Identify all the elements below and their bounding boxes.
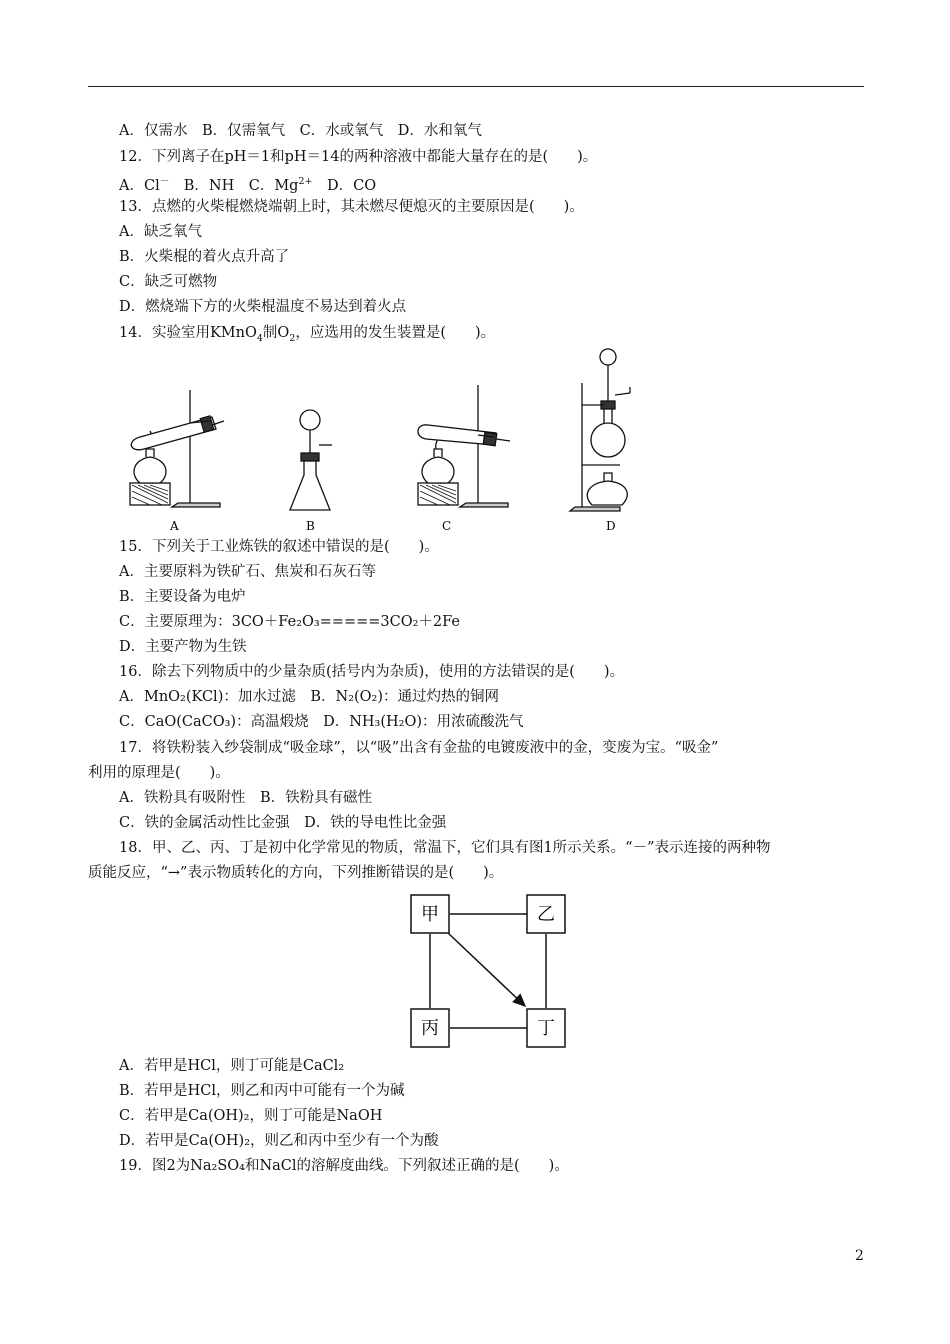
q15-option-c: C．主要原理为：3CO＋Fe₂O₃=====3CO₂＋2Fe xyxy=(119,614,461,630)
apparatus-a xyxy=(130,390,224,507)
q15-option-b: B．主要设备为电炉 xyxy=(119,589,246,605)
q17-options-cd: C．铁的金属活动性比金强 D．铁的导电性比金强 xyxy=(119,815,447,831)
q18-option-c: C．若甲是Ca(OH)₂，则丁可能是NaOH xyxy=(119,1108,383,1124)
q12-stem: 12．下列离子在pH＝1和pH＝14的两种溶液中都能大量存在的是( )。 xyxy=(119,149,598,165)
q17-options-ab: A．铁粉具有吸附性 B．铁粉具有磁性 xyxy=(119,790,373,806)
apparatus-label-b: B xyxy=(306,519,315,533)
apparatus-figure xyxy=(120,345,640,535)
apparatus-b xyxy=(290,410,332,510)
q15-option-a: A．主要原料为铁矿石、焦炭和石灰石等 xyxy=(119,564,376,580)
q17-stem-line2: 利用的原理是( )。 xyxy=(88,765,230,781)
page-number: 2 xyxy=(855,1248,864,1264)
q18-stem-line1: 18．甲、乙、丙、丁是初中化学常见的物质，常温下，它们具有图1所示关系。“－”表示连接的两种物 xyxy=(119,840,771,856)
q13-option-c: C．缺乏可燃物 xyxy=(119,274,218,290)
q15-stem: 15．下列关于工业炼铁的叙述中错误的是( )。 xyxy=(119,539,439,555)
apparatus-d xyxy=(570,349,630,511)
q17-stem-line1: 17．将铁粉装入纱袋制成“吸金球”，以“吸”出含有金盐的电镀废液中的金，变废为宝。“吸金” xyxy=(119,740,719,756)
header-rule xyxy=(88,86,864,87)
q18-stem-line2: 质能反应，“→”表示物质转化的方向，下列推断错误的是( )。 xyxy=(88,865,504,881)
apparatus-label-d: D xyxy=(606,519,616,533)
q13-option-a: A．缺乏氧气 xyxy=(119,224,202,240)
q11-options: A．仅需水 B．仅需氧气 C．水或氧气 D．水和氧气 xyxy=(119,123,482,139)
q18-option-b: B．若甲是HCl，则乙和丙中可能有一个为碱 xyxy=(119,1083,405,1099)
apparatus-label-c: C xyxy=(442,519,452,533)
q18-option-d: D．若甲是Ca(OH)₂，则乙和丙中至少有一个为酸 xyxy=(119,1133,439,1149)
label-ding: 丁 xyxy=(537,1018,555,1039)
label-bing: 丙 xyxy=(421,1018,439,1039)
q18-option-a: A．若甲是HCl，则丁可能是CaCl₂ xyxy=(119,1058,345,1074)
arrow-jia-to-ding xyxy=(447,932,525,1006)
q16-options-cd: C．CaO(CaCO₃)：高温煅烧 D．NH₃(H₂O)：用浓硫酸洗气 xyxy=(119,714,524,730)
q16-stem: 16．除去下列物质中的少量杂质(括号内为杂质)，使用的方法错误的是( )。 xyxy=(119,664,625,680)
q13-stem: 13．点燃的火柴棍燃烧端朝上时，其未燃尽便熄灭的主要原因是( )。 xyxy=(119,199,584,215)
q14-stem: 14．实验室用KMnO$_4$制$O_2$，应选用的发生装置是( )。 xyxy=(119,325,496,344)
apparatus-label-a: A xyxy=(170,519,179,533)
q16-options-ab: A．MnO₂(KCl)：加水过滤 B．N₂(O₂)：通过灼热的铜网 xyxy=(119,689,500,705)
q19-stem: 19．图2为Na₂SO₄和NaCl的溶解度曲线。下列叙述正确的是( )。 xyxy=(119,1158,569,1174)
label-jia: 甲 xyxy=(421,904,439,925)
q13-option-d: D．燃烧端下方的火柴棍温度不易达到着火点 xyxy=(119,299,407,315)
q12-options: A．Cl－ B．NH C．$Mg^{2+}$ D．CO xyxy=(119,176,377,194)
figure-1-relation-diagram xyxy=(405,892,575,1052)
label-yi: 乙 xyxy=(537,904,555,925)
q13-option-b: B．火柴棍的着火点升高了 xyxy=(119,249,290,265)
q15-option-d: D．主要产物为生铁 xyxy=(119,639,247,655)
apparatus-c xyxy=(418,385,510,507)
